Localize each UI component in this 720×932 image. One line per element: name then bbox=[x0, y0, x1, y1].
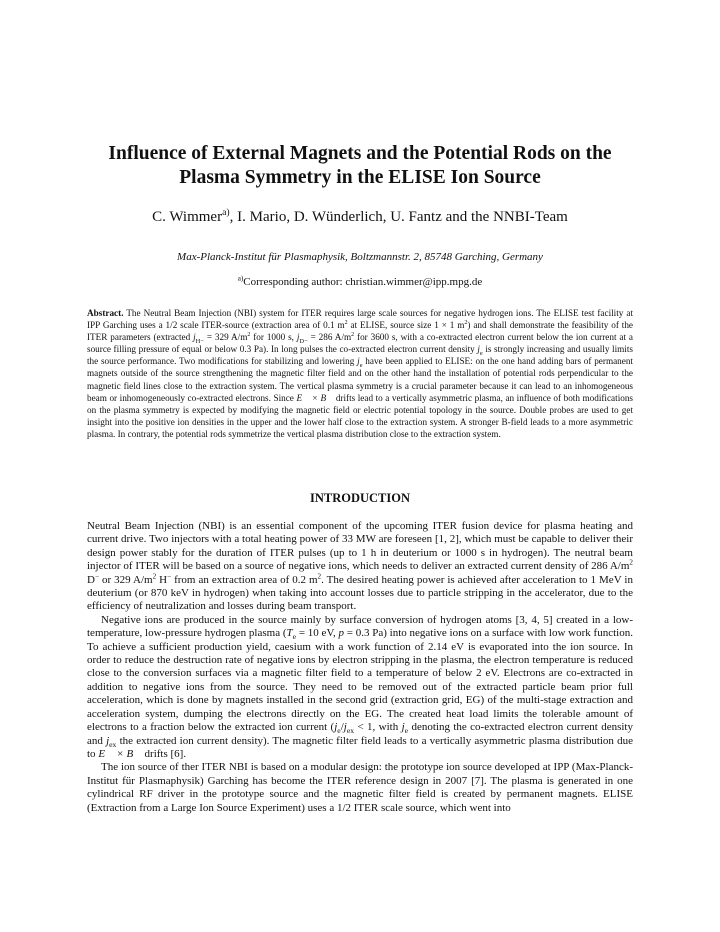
abstract-text: The Neutral Beam Injection (NBI) system for ITER requires large scale sources for negative hydrogen ions. The ELISE test facility at IPP Garching uses a 1/2 scale ITER-source (extraction area of 0.1 m bbox=[87, 308, 633, 331]
paragraph bbox=[87, 520, 633, 614]
math-symbol: j bbox=[193, 332, 196, 343]
superscript: 2 bbox=[247, 332, 251, 339]
superscript: − bbox=[167, 571, 172, 580]
superscript: 2 bbox=[351, 332, 355, 339]
author-footnote-mark: a) bbox=[222, 207, 230, 218]
math-symbol: j bbox=[477, 344, 480, 355]
math-symbol: T bbox=[286, 627, 293, 640]
paragraph-text: < 1, with bbox=[354, 721, 402, 734]
superscript: 2 bbox=[629, 558, 633, 567]
paragraph-text: = 0.3 Pa) into negative ions on a surface with low work function. To achieve a sufficient production yield, caesium with a work function of 2.14 eV is evaporated into the ion source. In order to reduce the destruction rate of negative ions by electron stripping in the plasma, the electron temperature is reduced close to the conversion surfaces via a magnetic filter field to a temperature of below 2 eV. Electrons are co-extracted in addition to negative ions from the source. They need to be removed out of the extracted particle beam prior full acceleration, which is done by magnets installed in the second grid (extraction grid, EG) of the multi-stage extraction and acceleration system, dumping the electrons directly on the EG. The created heat load limits the tolerable amount of electrons to a fraction below the extracted ion current ( bbox=[87, 627, 633, 734]
math-expression: E⃗ × B⃗ bbox=[296, 392, 334, 403]
abstract-text: have been applied to ELISE: on the one hand adding bars of permanent magnets outside of the source strengthening the magnetic filter field and on the other hand the installation of potential rods perpendicular to the magnetic field lines close to the extraction system. The vertical plasma symmetry is a crucial parameter because it can lead to an inhomogeneous beam or inhomogeneously co-extracted electrons. Since bbox=[87, 356, 633, 403]
subscript: H− bbox=[195, 338, 204, 346]
paragraph-text: or 329 A/m bbox=[98, 573, 153, 586]
math-symbol: j bbox=[106, 734, 110, 747]
abstract-text: at ELISE, source size 1 × 1 m bbox=[347, 320, 465, 331]
abstract-text: ) and shall demonstrate the feasibility of the ITER parameters (extracted bbox=[87, 320, 634, 343]
math-symbol: j bbox=[334, 721, 338, 734]
paragraph-text: drifts [6]. bbox=[141, 747, 187, 760]
paragraph-text: denoting the co-extracted electron current density and bbox=[87, 721, 633, 747]
author-list bbox=[60, 209, 660, 226]
math-symbol: j bbox=[296, 332, 300, 343]
paragraph-text: / bbox=[340, 721, 344, 734]
subscript: e bbox=[292, 632, 297, 642]
subscript: ex bbox=[109, 739, 117, 749]
paragraph: The ion source of ther ITER NBI is based on a modular design: the prototype ion source developed at IPP (Max-Planck-Institut für Plasmaphysik) Garching has become the ITER reference design in 2007 [7]. The plasma is generated in one cylindrical RF driver in the prototype source and the magnetic filter field is created by permanent magnets. ELISE (Extraction from a Large Ion Source Experiment) uses a 1/2 ITER scale source, which went into bbox=[87, 761, 633, 814]
corresponding-mark: a) bbox=[237, 274, 244, 283]
math-symbol: j bbox=[401, 721, 405, 734]
section-heading: INTRODUCTION bbox=[309, 491, 410, 505]
subscript: e bbox=[337, 726, 341, 736]
superscript: 2 bbox=[344, 320, 348, 327]
abstract-text: = 329 A/m bbox=[203, 332, 248, 343]
first-author: C. Wimmer bbox=[152, 209, 223, 225]
paragraph-text: the extracted ion current density). The magnetic filter field leads to a vertically asymmetric plasma distribution due to bbox=[87, 734, 633, 760]
subscript: e bbox=[479, 350, 483, 358]
paper-title bbox=[60, 142, 660, 190]
affiliation: Max-Planck-Institut für Plasmaphysik, Boltzmannstr. 2, 85748 Garching, Germany bbox=[177, 251, 543, 263]
introduction-body bbox=[87, 520, 633, 815]
subscript: D− bbox=[299, 338, 308, 346]
abstract bbox=[87, 307, 633, 440]
corresponding-author bbox=[60, 276, 660, 288]
superscript: − bbox=[94, 571, 99, 580]
math-symbol: j bbox=[343, 721, 347, 734]
paragraph-text: . The desired heating power is achieved after acceleration to 1 MeV in deuterium (or 870 keV in hydrogen) when taking into account losses due to particle stripping in the accelerator, due to the efficiency of neutralization and losses during beam transport. bbox=[87, 573, 633, 613]
paragraph-text: H bbox=[156, 573, 168, 586]
abstract-text: = 286 A/m bbox=[307, 332, 352, 343]
paragraph-text: Neutral Beam Injection (NBI) is an essential component of the upcoming ITER fusion device for plasma heating and current drive. Two injectors with a total heating power of 33 MW are foreseen [1, 2], which must be capable to deliver their design power stably for the duration of ITER pulses (up to 1 h in deuterium or 1000 s in hydrogen). The neutral beam injector of ITER will be based on a source of negative ions, which needs to deliver an extracted current density of 286 A/m bbox=[87, 520, 633, 573]
superscript: 2 bbox=[152, 571, 157, 580]
abstract-text: is strongly increasing and usually limits the source performance. Two modifications for stabilizing and lowering bbox=[87, 344, 633, 367]
corresponding-text: Corresponding author: christian.wimmer@ipp.mpg.de bbox=[243, 276, 483, 288]
subscript: e bbox=[404, 726, 409, 736]
abstract-text: drifts lead to a vertically asymmetric plasma, an influence of both modifications on the plasma symmetry is expected by modifying the magnetic field or electric potential topology in the source. Double probes are used to get insight into the positive ion densities in the upper and the lower half close to the extraction system. A stronger B-field leads to a more asymmetric plasma. In contrary, the potential rods symmetrize the vertical plasma distribution close to the extraction system. bbox=[87, 392, 634, 439]
abstract-label: Abstract. bbox=[87, 308, 124, 318]
paragraph bbox=[87, 614, 633, 761]
abstract-text: for 1000 s, bbox=[250, 332, 297, 343]
superscript: 2 bbox=[317, 571, 322, 580]
abstract-text: for 3600 s, with a co-extracted electron current below the ion current at a source filling pressure of equal or below 0.3 Pa). In long pulses the co-extracted electron current density bbox=[87, 332, 633, 355]
paragraph-text: D bbox=[87, 573, 95, 586]
math-symbol: p bbox=[338, 627, 344, 640]
subscript: e bbox=[359, 362, 363, 370]
title-line-2: Plasma Symmetry in the ELISE Ion Source bbox=[179, 167, 541, 188]
other-authors: , I. Mario, D. Wünderlich, U. Fantz and the NNBI-Team bbox=[229, 209, 568, 225]
superscript: 2 bbox=[464, 320, 468, 327]
math-expression: E⃗ × B⃗ bbox=[98, 747, 142, 760]
paragraph-text: = 10 eV, bbox=[296, 627, 339, 640]
subscript: ex bbox=[346, 726, 355, 736]
title-line-1: Influence of External Magnets and the Potential Rods on the bbox=[108, 143, 612, 164]
paragraph-text: Negative ions are produced in the source mainly by surface conversion of hydrogen atoms [3, 4, 5] created in a low-temperature, low-pressure hydrogen plasma ( bbox=[87, 613, 633, 640]
paragraph-text: from an extraction area of 0.2 m bbox=[171, 573, 318, 586]
math-symbol: j bbox=[357, 356, 360, 367]
